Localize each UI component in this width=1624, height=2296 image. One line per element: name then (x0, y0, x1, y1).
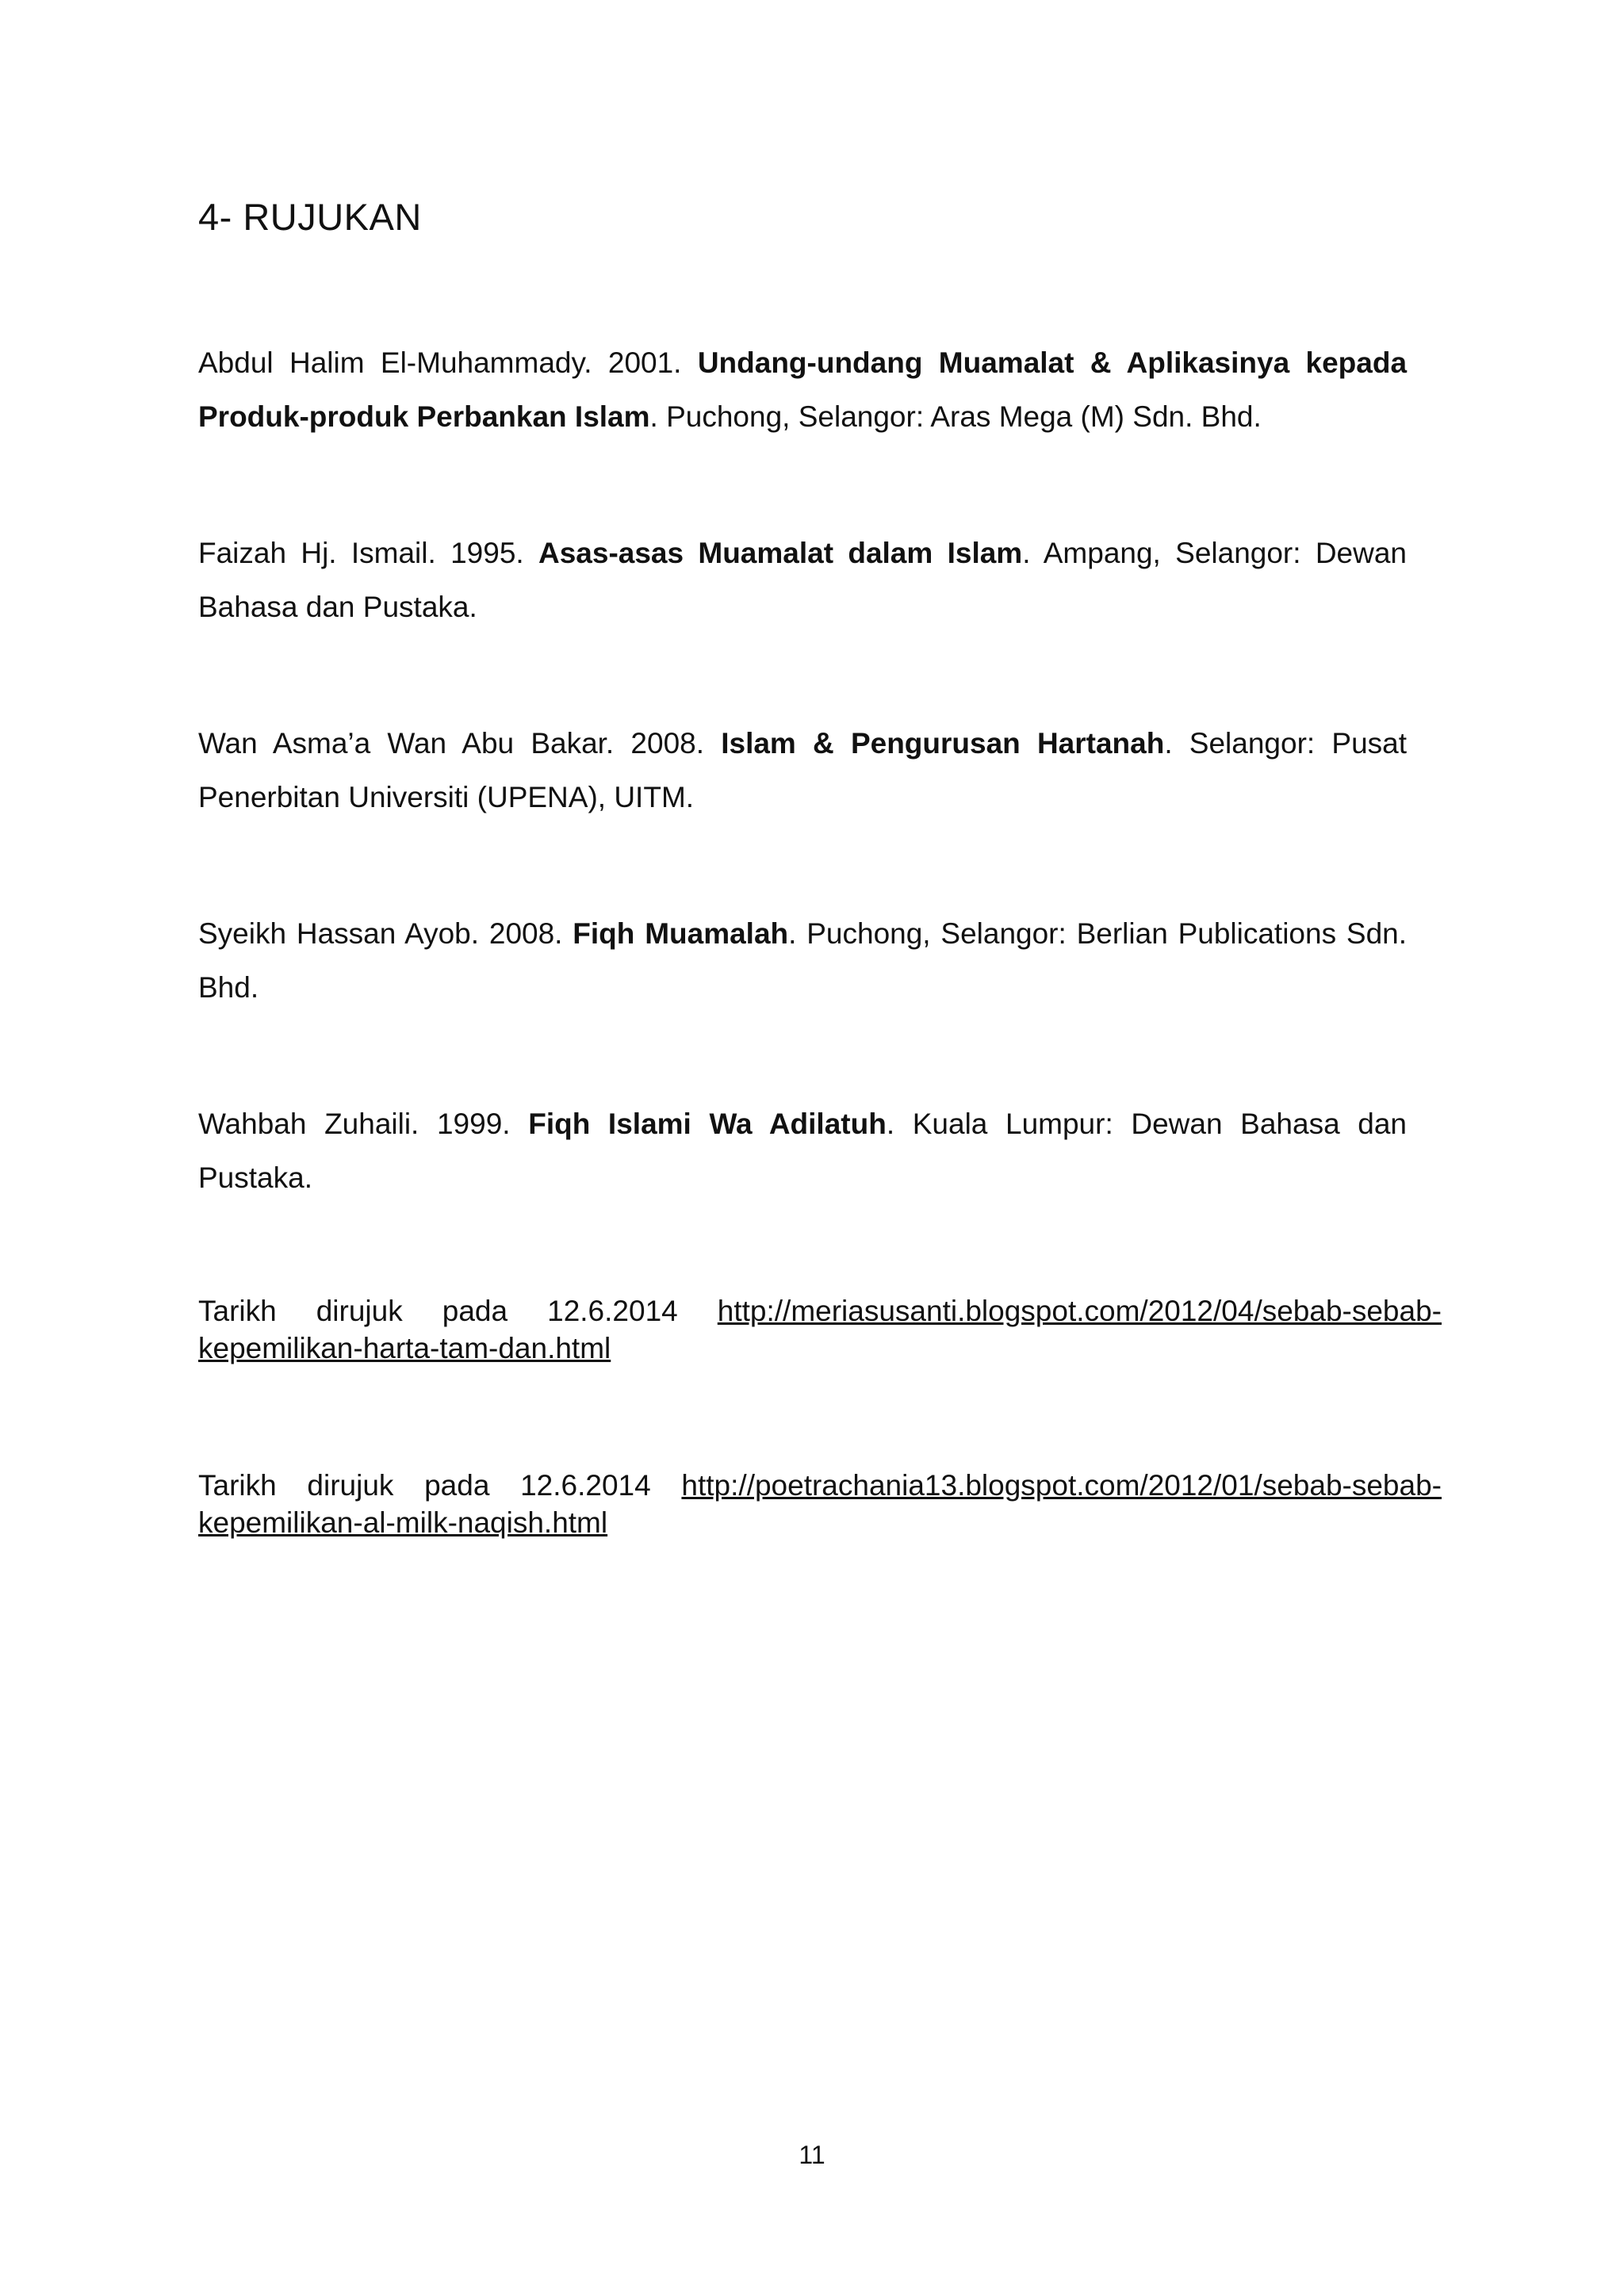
reference-year: 1995. (450, 537, 524, 569)
reference-author: Wan Asma’a Wan Abu Bakar. (198, 727, 615, 760)
reference-title: Islam & Pengurusan Hartanah (721, 727, 1165, 760)
reference-entry (198, 717, 1407, 825)
reference-year: 2008. (630, 727, 705, 760)
web-reference-link[interactable]: http://poetrachania13.blogspot.com/2012/01/sebab-sebab-kepemilikan-al-milk-naqish.html (198, 1469, 1442, 1539)
reference-entry (198, 1097, 1407, 1205)
reference-entry (198, 907, 1407, 1015)
reference-year: 2001. (607, 346, 682, 379)
reference-title: Asas-asas Muamalat dalam Islam (538, 537, 1023, 569)
reference-author: Faizah Hj. Ismail. (198, 537, 436, 569)
web-reference-date: Tarikh dirujuk pada 12.6.2014 (198, 1469, 651, 1502)
page-number: 11 (799, 2141, 825, 2169)
web-reference-entry (198, 1292, 1442, 1367)
reference-author: Wahbah Zuhaili. (198, 1108, 419, 1140)
reference-year: 2008. (488, 917, 563, 950)
reference-entry (198, 336, 1407, 444)
reference-title: Fiqh Muamalah (573, 917, 789, 950)
reference-entry (198, 526, 1407, 634)
reference-publisher: . Ampang, Selangor: Dewan Bahasa dan Pustaka. (198, 537, 1408, 623)
web-reference-entry (198, 1467, 1442, 1541)
reference-publisher: . Puchong, Selangor: Berlian Publications Sdn. Bhd. (198, 917, 1408, 1004)
reference-year: 1999. (436, 1108, 511, 1140)
reference-publisher: . Puchong, Selangor: Aras Mega (M) Sdn. Bhd. (649, 400, 1262, 433)
web-reference-link[interactable]: http://meriasusanti.blogspot.com/2012/04/sebab-sebab-kepemilikan-harta-tam-dan.html (198, 1295, 1442, 1364)
section-heading: 4- RUJUKAN (198, 196, 422, 238)
reference-publisher: . Selangor: Pusat Penerbitan Universiti (UPENA), UITM. (198, 727, 1407, 813)
reference-title: Fiqh Islami Wa Adilatuh (528, 1108, 887, 1140)
reference-title: Undang-undang Muamalat & Aplikasinya kepada Produk-produk Perbankan Islam (198, 346, 1408, 433)
reference-author: Abdul Halim El-Muhammady. (198, 346, 592, 379)
web-reference-date: Tarikh dirujuk pada 12.6.2014 (198, 1295, 678, 1327)
reference-publisher: . Kuala Lumpur: Dewan Bahasa dan Pustaka. (198, 1108, 1408, 1194)
reference-author: Syeikh Hassan Ayob. (198, 917, 480, 950)
